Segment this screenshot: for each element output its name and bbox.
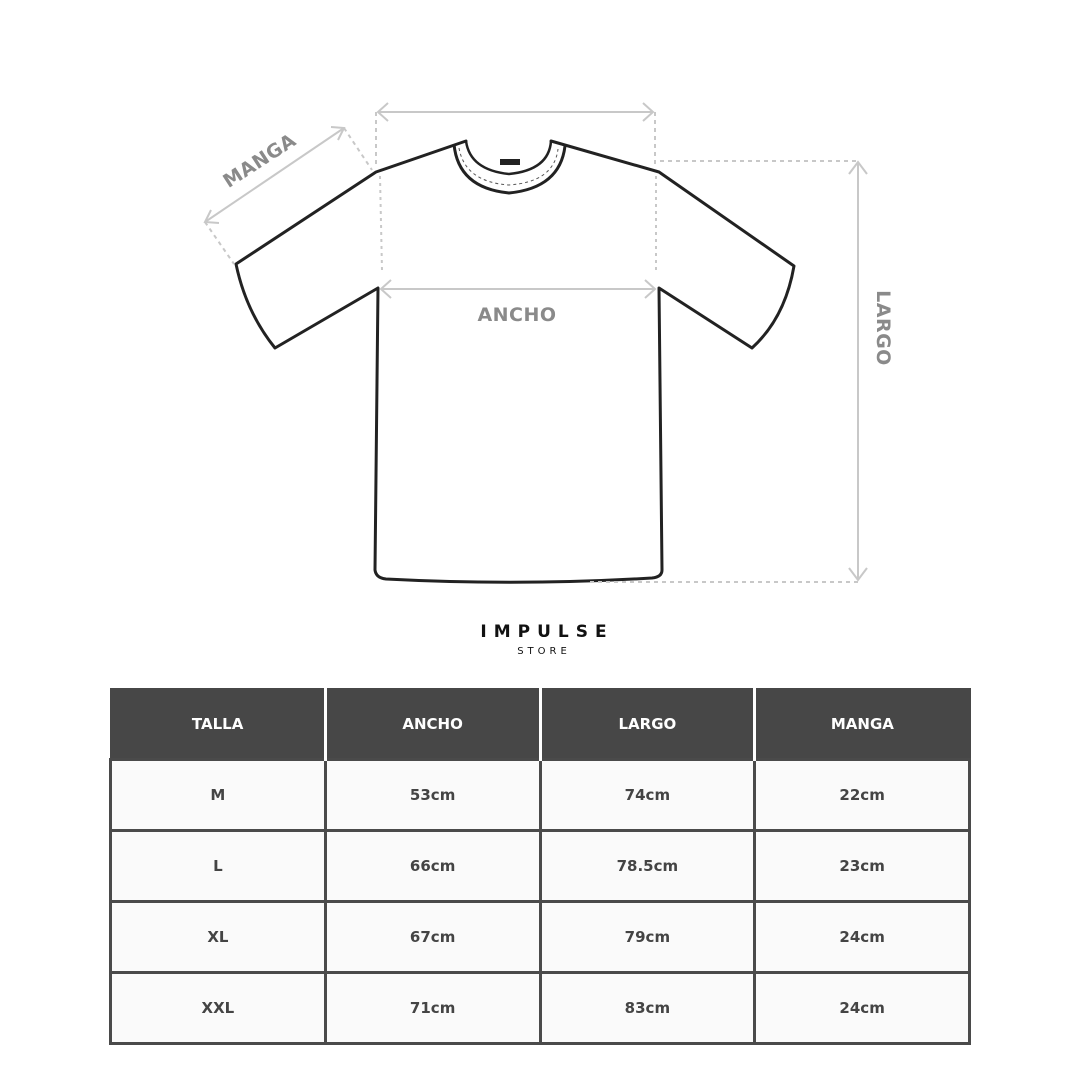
header-sleeve: MANGA	[755, 689, 970, 760]
cell-size: L	[111, 831, 326, 902]
cell-length: 78.5cm	[540, 831, 755, 902]
table-row	[111, 902, 970, 973]
header-size: TALLA	[111, 689, 326, 760]
cell-width: 66cm	[325, 831, 540, 902]
cell-size: XL	[111, 902, 326, 973]
cell-length: 79cm	[540, 902, 755, 973]
cell-sleeve: 24cm	[755, 973, 970, 1044]
table-header-row	[111, 689, 970, 760]
sleeve-label: MANGA	[219, 129, 301, 193]
cell-width: 53cm	[325, 760, 540, 831]
cell-sleeve: 22cm	[755, 760, 970, 831]
length-label: LARGO	[872, 290, 894, 366]
header-width: ANCHO	[325, 689, 540, 760]
cell-size: M	[111, 760, 326, 831]
tshirt-outline	[236, 141, 794, 582]
table-row	[111, 760, 970, 831]
cell-width: 71cm	[325, 973, 540, 1044]
cell-sleeve: 24cm	[755, 902, 970, 973]
cell-length: 74cm	[540, 760, 755, 831]
brand-logo-subtitle: STORE	[517, 646, 571, 657]
table-row	[111, 973, 970, 1044]
cell-sleeve: 23cm	[755, 831, 970, 902]
cell-length: 83cm	[540, 973, 755, 1044]
header-length: LARGO	[540, 689, 755, 760]
cell-size: XXL	[111, 973, 326, 1044]
neck-tag	[500, 159, 520, 165]
width-label: ANCHO	[477, 304, 557, 326]
size-chart-table	[109, 688, 971, 1045]
brand-logo-name: IMPULSE	[480, 622, 614, 642]
table-row	[111, 831, 970, 902]
cell-width: 67cm	[325, 902, 540, 973]
